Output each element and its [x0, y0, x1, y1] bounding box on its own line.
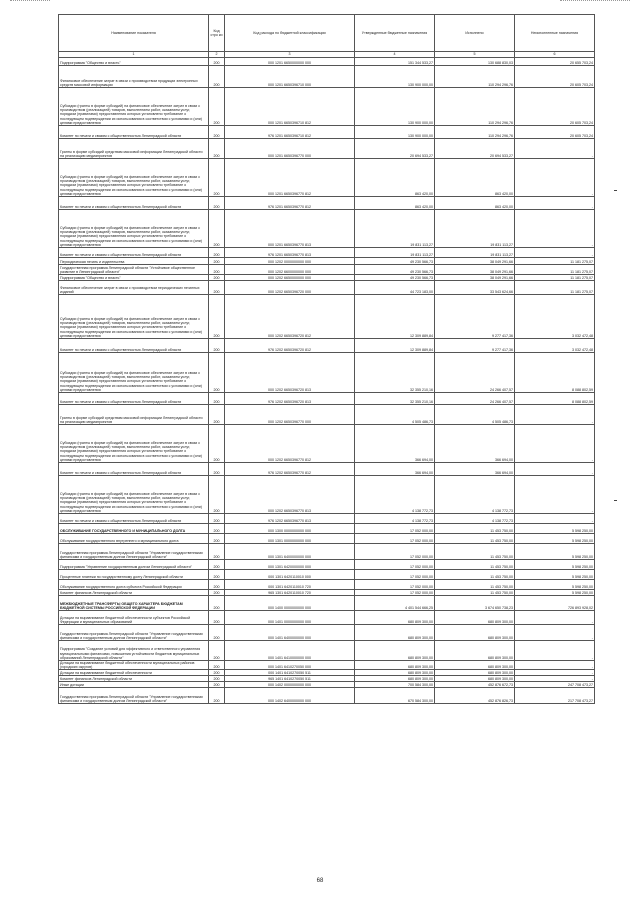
row-budget-code: 000 1301 0000000000 000 — [225, 534, 355, 544]
row-remaining: 5 598 250,00 — [515, 544, 595, 560]
row-remaining: 5 598 250,00 — [515, 524, 595, 534]
table-row — [59, 405, 595, 425]
row-name: Субсидии (гранты в форме субсидий) на финансовое обеспечение затрат в связи с производством (реализацией) товаров, выполнением работ, оказанием услуг, порядком (правилами) предоставления которых установлено требование о последующем подтверждении их использования в соответствии с условиями и (или) целями предоставления — [59, 295, 209, 339]
column-number: 5 — [435, 52, 515, 58]
row-line-code: 200 — [209, 197, 225, 210]
row-budget-code: 000 1202 6600000000 000 — [225, 265, 355, 275]
table-row — [59, 248, 595, 258]
row-line-code: 200 — [209, 641, 225, 661]
table-row — [59, 570, 595, 580]
row-line-code: 200 — [209, 405, 225, 425]
row-remaining: - — [515, 611, 595, 625]
row-remaining: - — [515, 248, 595, 258]
row-approved: 670 584 300,00 — [355, 688, 435, 704]
row-executed: 4 505 486,73 — [435, 405, 515, 425]
row-approved: 863 420,00 — [355, 159, 435, 197]
row-name: Комитет по печати и связям с общественностью Ленинградской области — [59, 339, 209, 353]
row-executed: 20 694 533,27 — [435, 139, 515, 159]
row-budget-code: 000 1202 6650000000 000 — [225, 275, 355, 281]
row-name: Субсидии (гранты в форме субсидий) на финансовое обеспечение затрат в связи с производством (реализацией) товаров, выполнением работ, оказанием услуг, порядком (правилами) предоставления которых установлено требование о последующем подтверждении их использования в соответствии с условиями и (или) целями предоставления — [59, 353, 209, 393]
row-budget-code: 976 1202 6650396770 812 — [225, 463, 355, 476]
row-budget-code: 000 1301 6400000000 000 — [225, 544, 355, 560]
row-budget-code: 976 1201 6650396710 812 — [225, 126, 355, 139]
row-executed: 19 831 113,27 — [435, 210, 515, 248]
row-approved: 130 900 000,00 — [355, 126, 435, 139]
header-remaining: Неисполненные назначения — [515, 15, 595, 52]
row-line-code: 200 — [209, 258, 225, 265]
row-line-code: 200 — [209, 339, 225, 353]
row-executed: 11 453 750,00 — [435, 590, 515, 596]
row-line-code: 200 — [209, 590, 225, 596]
row-budget-code: 000 1400 0000000000 000 — [225, 596, 355, 611]
row-approved: 17 052 000,00 — [355, 580, 435, 590]
row-approved: 680 809 300,00 — [355, 676, 435, 682]
row-remaining: - — [515, 676, 595, 682]
row-executed: 452 876 826,73 — [435, 688, 515, 704]
table-row — [59, 514, 595, 524]
row-name: Гранты в форме субсидий средствам массовой информации Ленинградской области на реализацию медиапроектов — [59, 139, 209, 159]
row-executed: 863 420,00 — [435, 197, 515, 210]
row-name: Комитет по печати и связям с общественностью Ленинградской области — [59, 197, 209, 210]
row-remaining: - — [515, 641, 595, 661]
row-approved: 700 584 300,00 — [355, 682, 435, 688]
row-remaining: 247 708 473,27 — [515, 682, 595, 688]
column-number: 1 — [59, 52, 209, 58]
table-row — [59, 580, 595, 590]
row-remaining: 11 181 275,07 — [515, 281, 595, 295]
row-name: Комитет по печати и связям с общественностью Ленинградской области — [59, 463, 209, 476]
row-remaining: 20 605 703,24 — [515, 126, 595, 139]
row-budget-code: 000 1401 6410000000 000 — [225, 641, 355, 661]
row-budget-code: 000 1202 6650396720 813 — [225, 353, 355, 393]
row-name: Дотации на выравнивание бюджетной обеспеченности муниципальных районов (городских округов) — [59, 661, 209, 670]
row-remaining: 3 032 472,48 — [515, 295, 595, 339]
row-budget-code: 000 1202 0000000000 000 — [225, 258, 355, 265]
row-name: Подпрограмма "Управление государственным долгом Ленинградской области" — [59, 560, 209, 570]
row-remaining: - — [515, 625, 595, 641]
row-budget-code: 000 1301 6420110010 000 — [225, 570, 355, 580]
header-indicator-name: Наименование показателя — [59, 15, 209, 52]
row-line-code: 200 — [209, 560, 225, 570]
row-line-code: 200 — [209, 66, 225, 88]
row-remaining: 20 655 703,24 — [515, 58, 595, 66]
row-executed: 11 453 750,00 — [435, 524, 515, 534]
row-line-code: 200 — [209, 393, 225, 405]
row-line-code: 200 — [209, 625, 225, 641]
row-executed: 680 809 300,00 — [435, 661, 515, 670]
row-line-code: 200 — [209, 275, 225, 281]
row-budget-code: 976 1202 6650396720 812 — [225, 339, 355, 353]
row-line-code: 200 — [209, 570, 225, 580]
row-name: Дотации на выравнивание бюджетной обеспеченности — [59, 670, 209, 676]
row-budget-code: 000 1202 6650396720 812 — [225, 295, 355, 339]
row-name: Государственная программа Ленинградской области "Устойчивое общественное развитие в Ленинградской области" — [59, 265, 209, 275]
row-line-code: 200 — [209, 425, 225, 463]
row-approved: 32 355 210,16 — [355, 353, 435, 393]
row-approved: 366 694,00 — [355, 425, 435, 463]
row-remaining: 8 088 802,59 — [515, 393, 595, 405]
row-name: Государственная программа Ленинградской области "Управление государственными финансами и государственным долгом Ленинградской области" — [59, 625, 209, 641]
table-row — [59, 425, 595, 463]
table-row — [59, 524, 595, 534]
row-remaining: 5 598 250,00 — [515, 560, 595, 570]
row-budget-code: 000 1201 6650396770 812 — [225, 159, 355, 197]
row-budget-code: 000 1202 6650396770 000 — [225, 405, 355, 425]
row-line-code: 200 — [209, 514, 225, 524]
row-remaining: 8 088 802,59 — [515, 353, 595, 393]
row-executed: 680 809 300,00 — [435, 625, 515, 641]
table-row — [59, 66, 595, 88]
table-row — [59, 476, 595, 514]
row-executed: 110 294 296,76 — [435, 66, 515, 88]
row-executed: 11 453 750,00 — [435, 580, 515, 590]
row-approved: 32 355 210,16 — [355, 393, 435, 405]
row-name: Комитет по печати и связям с общественностью Ленинградской области — [59, 393, 209, 405]
row-remaining: 5 598 250,00 — [515, 590, 595, 596]
row-approved: 130 900 000,00 — [355, 88, 435, 126]
row-executed: 38 049 291,66 — [435, 258, 515, 265]
row-line-code: 200 — [209, 463, 225, 476]
row-name: Субсидии (гранты в форме субсидий) на финансовое обеспечение затрат в связи с производством (реализацией) товаров, выполнением работ, оказанием услуг, порядком (правилами) предоставления которых установлено требование о последующем подтверждении их использования в соответствии с условиями и (или) целями предоставления — [59, 425, 209, 463]
table-row — [59, 534, 595, 544]
row-name: Финансовое обеспечение затрат в связи с производством периодических печатных изданий — [59, 281, 209, 295]
row-approved: 17 052 000,00 — [355, 524, 435, 534]
table-row — [59, 688, 595, 704]
row-name: Субсидии (гранты в форме субсидий) на финансовое обеспечение затрат в связи с производством (реализацией) товаров, выполнением работ, оказанием услуг, порядком (правилами) предоставления которых установлено требование о последующем подтверждении их использования в соответствии с условиями и (или) целями предоставления — [59, 159, 209, 197]
row-name: Иные дотации — [59, 682, 209, 688]
row-line-code: 200 — [209, 210, 225, 248]
row-executed: 9 277 417,36 — [435, 339, 515, 353]
row-line-code: 200 — [209, 126, 225, 139]
header-line-code: Код стро ки — [209, 15, 225, 52]
row-line-code: 200 — [209, 534, 225, 544]
row-approved: 863 420,00 — [355, 197, 435, 210]
row-budget-code: 000 1201 6650396710 000 — [225, 66, 355, 88]
row-approved: 17 052 000,00 — [355, 544, 435, 560]
row-executed: 110 294 296,76 — [435, 126, 515, 139]
scan-artifact-mark — [614, 190, 617, 191]
table-body — [59, 58, 595, 704]
scan-artifact-line — [560, 0, 630, 2]
row-remaining: - — [515, 139, 595, 159]
row-name: Комитет по печати и связям с общественностью Ленинградской области — [59, 248, 209, 258]
row-budget-code: 000 1401 6400000000 000 — [225, 625, 355, 641]
row-line-code: 200 — [209, 544, 225, 560]
row-executed: 38 049 291,66 — [435, 275, 515, 281]
scan-artifact-mark — [614, 500, 617, 501]
row-name: Подпрограмма "Общество и власть" — [59, 275, 209, 281]
row-remaining: - — [515, 463, 595, 476]
row-executed: 24 266 407,57 — [435, 353, 515, 393]
header-approved: Утвержденные бюджетные назначения — [355, 15, 435, 52]
row-approved: 4 138 772,73 — [355, 476, 435, 514]
row-line-code: 200 — [209, 596, 225, 611]
row-approved: 680 809 300,00 — [355, 641, 435, 661]
row-executed: 24 266 407,57 — [435, 393, 515, 405]
row-budget-code: 000 1202 6650396770 813 — [225, 476, 355, 514]
row-remaining: - — [515, 197, 595, 210]
row-executed: 452 876 672,73 — [435, 682, 515, 688]
row-name: Государственная программа Ленинградской области "Управление государственными финансами и государственным долгом Ленинградской области" — [59, 544, 209, 560]
row-budget-code: 000 1301 6420110010 720 — [225, 580, 355, 590]
row-approved: 130 900 000,00 — [355, 66, 435, 88]
row-approved: 17 052 000,00 — [355, 590, 435, 596]
row-remaining: - — [515, 405, 595, 425]
table-row — [59, 625, 595, 641]
row-approved: 44 723 183,00 — [355, 281, 435, 295]
row-approved: 366 694,00 — [355, 463, 435, 476]
row-name: Финансовое обеспечение затрат в связи с производством продукции электронных средств массовой информации — [59, 66, 209, 88]
table-row — [59, 197, 595, 210]
column-number: 3 — [225, 52, 355, 58]
column-number: 6 — [515, 52, 595, 58]
row-budget-code: 000 1301 6420000000 000 — [225, 560, 355, 570]
scan-artifact-line — [10, 0, 50, 2]
row-budget-code: 000 1402 0000000000 000 — [225, 682, 355, 688]
table-row — [59, 353, 595, 393]
row-line-code: 200 — [209, 265, 225, 275]
row-remaining: - — [515, 514, 595, 524]
row-name: Периодическая печать и издательства — [59, 258, 209, 265]
row-line-code: 200 — [209, 676, 225, 682]
row-approved: 20 694 533,27 — [355, 139, 435, 159]
table-row — [59, 159, 595, 197]
row-approved: 12 309 889,84 — [355, 295, 435, 339]
page-number: 68 — [316, 878, 324, 884]
row-approved: 49 230 566,73 — [355, 258, 435, 265]
row-executed: 19 831 113,27 — [435, 248, 515, 258]
row-line-code: 200 — [209, 682, 225, 688]
row-executed: 11 453 750,00 — [435, 560, 515, 570]
row-remaining: 20 605 703,24 — [515, 88, 595, 126]
row-executed: 3 674 650 738,23 — [435, 596, 515, 611]
row-executed: 11 453 750,00 — [435, 534, 515, 544]
table-row — [59, 88, 595, 126]
row-line-code: 200 — [209, 58, 225, 66]
row-budget-code: 976 1202 6650396770 813 — [225, 514, 355, 524]
row-approved: 680 809 300,00 — [355, 625, 435, 641]
row-remaining: - — [515, 670, 595, 676]
row-budget-code: 976 1201 6650396770 812 — [225, 197, 355, 210]
row-budget-code: 000 1401 0000000000 000 — [225, 611, 355, 625]
row-name: Обслуживание государственного долга субъекта Российской Федерации — [59, 580, 209, 590]
report-sheet — [58, 14, 594, 704]
table-row — [59, 295, 595, 339]
row-executed: 11 453 750,00 — [435, 570, 515, 580]
budget-execution-table — [58, 14, 595, 704]
row-line-code: 200 — [209, 524, 225, 534]
row-remaining: 3 032 472,48 — [515, 339, 595, 353]
row-remaining: 5 598 250,00 — [515, 570, 595, 580]
row-remaining: 20 605 703,24 — [515, 66, 595, 88]
row-budget-code: 000 1401 6410270050 511 — [225, 670, 355, 676]
table-row — [59, 210, 595, 248]
row-name: Субсидии (гранты в форме субсидий) на финансовое обеспечение затрат в связи с производством (реализацией) товаров, выполнением работ, оказанием услуг, порядком (правилами) предоставления которых установлено требование о последующем подтверждении их использования в соответствии с условиями и (или) целями предоставления — [59, 476, 209, 514]
table-row — [59, 641, 595, 661]
row-name: Комитет по печати и связям с общественностью Ленинградской области — [59, 514, 209, 524]
row-executed: 4 138 772,73 — [435, 514, 515, 524]
row-approved: 17 052 000,00 — [355, 534, 435, 544]
row-name: Комитет по печати и связям с общественностью Ленинградской области — [59, 126, 209, 139]
row-line-code: 200 — [209, 688, 225, 704]
row-budget-code: 000 1402 6400000000 000 — [225, 688, 355, 704]
row-executed: 110 294 296,76 — [435, 88, 515, 126]
row-approved: 17 052 000,00 — [355, 570, 435, 580]
row-line-code: 200 — [209, 611, 225, 625]
row-budget-code: 000 1202 6650396720 000 — [225, 281, 355, 295]
table-row — [59, 393, 595, 405]
table-row — [59, 258, 595, 265]
row-executed: 11 453 750,00 — [435, 544, 515, 560]
row-approved: 4 505 486,73 — [355, 405, 435, 425]
table-row — [59, 139, 595, 159]
row-executed: 33 543 624,66 — [435, 281, 515, 295]
row-name: ОБСЛУЖИВАНИЕ ГОСУДАРСТВЕННОГО И МУНИЦИПАЛЬНОГО ДОЛГА — [59, 524, 209, 534]
row-approved: 12 309 889,84 — [355, 339, 435, 353]
row-line-code: 200 — [209, 476, 225, 514]
row-executed: 366 694,00 — [435, 425, 515, 463]
row-approved: 49 230 566,73 — [355, 275, 435, 281]
row-approved: 19 831 113,27 — [355, 248, 435, 258]
row-name: Государственная программа Ленинградской области "Управление государственными финансами и государственным долгом Ленинградской области" — [59, 688, 209, 704]
row-name: Субсидии (гранты в форме субсидий) на финансовое обеспечение затрат в связи с производством (реализацией) товаров, выполнением работ, оказанием услуг, порядком (правилами) предоставления которых установлено требование о последующем подтверждении их использования в соответствии с условиями и (или) целями предоставления — [59, 88, 209, 126]
row-budget-code: 000 1300 0000000000 000 — [225, 524, 355, 534]
row-executed: 680 809 300,00 — [435, 676, 515, 682]
row-name: Процентные платежи по государственному долгу Ленинградской области — [59, 570, 209, 580]
table-row — [59, 544, 595, 560]
row-budget-code: 965 1301 6420110010 720 — [225, 590, 355, 596]
table-row — [59, 265, 595, 275]
table-row — [59, 339, 595, 353]
row-budget-code: 965 1401 6410270050 511 — [225, 676, 355, 682]
row-remaining: 11 181 275,07 — [515, 275, 595, 281]
row-budget-code: 976 1202 6650396720 813 — [225, 393, 355, 405]
row-remaining: 11 181 275,07 — [515, 258, 595, 265]
row-executed: 680 809 300,00 — [435, 611, 515, 625]
row-line-code: 200 — [209, 88, 225, 126]
row-name: Гранты в форме субсидий средствам массовой информации Ленинградской области на реализацию медиапроектов — [59, 405, 209, 425]
table-header-row — [59, 15, 595, 52]
table-row — [59, 463, 595, 476]
column-number: 4 — [355, 52, 435, 58]
row-budget-code: 000 1202 6650396770 812 — [225, 425, 355, 463]
row-approved: 4 138 772,73 — [355, 514, 435, 524]
table-row — [59, 560, 595, 570]
row-remaining: 11 181 275,07 — [515, 265, 595, 275]
row-budget-code: 000 1401 6410270050 000 — [225, 661, 355, 670]
row-remaining: - — [515, 159, 595, 197]
row-line-code: 200 — [209, 281, 225, 295]
row-name: Обслуживание государственного внутреннего и муниципального долга — [59, 534, 209, 544]
row-name: Подпрограмма "Общество и власть" — [59, 58, 209, 66]
row-approved: 151 344 533,27 — [355, 58, 435, 66]
row-approved: 680 809 300,00 — [355, 661, 435, 670]
table-row — [59, 126, 595, 139]
row-budget-code: 000 1201 6650396770 000 — [225, 139, 355, 159]
table-row — [59, 596, 595, 611]
header-budget-classification-code: Код расхода по бюджетной классификации — [225, 15, 355, 52]
table-row — [59, 281, 595, 295]
table-row — [59, 58, 595, 66]
row-budget-code: 000 1201 6650000000 000 — [225, 58, 355, 66]
row-remaining: 5 598 250,00 — [515, 580, 595, 590]
row-approved: 17 052 000,00 — [355, 560, 435, 570]
table-row — [59, 611, 595, 625]
row-executed: 680 809 300,00 — [435, 641, 515, 661]
row-approved: 49 230 566,73 — [355, 265, 435, 275]
row-remaining: 726 893 928,02 — [515, 596, 595, 611]
row-executed: 863 420,00 — [435, 159, 515, 197]
row-line-code: 200 — [209, 670, 225, 676]
row-line-code: 200 — [209, 248, 225, 258]
row-approved: 4 401 544 666,25 — [355, 596, 435, 611]
row-line-code: 200 — [209, 580, 225, 590]
row-executed: 9 277 417,36 — [435, 295, 515, 339]
row-executed: 366 694,00 — [435, 463, 515, 476]
row-name: Подпрограмма "Создание условий для эффективного и ответственного управления муниципальными финансами, повышения устойчивости бюджетов муниципальных образований Ленинградской области" — [59, 641, 209, 661]
row-remaining: 217 708 473,27 — [515, 688, 595, 704]
row-name: Комитет финансов Ленинградской области — [59, 590, 209, 596]
row-name: МЕЖБЮДЖЕТНЫЕ ТРАНСФЕРТЫ ОБЩЕГО ХАРАКТЕРА БЮДЖЕТАМ БЮДЖЕТНОЙ СИСТЕМЫ РОССИЙСКОЙ ФЕДЕРАЦИИ — [59, 596, 209, 611]
row-budget-code: 000 1201 6650396770 813 — [225, 210, 355, 248]
row-line-code: 200 — [209, 353, 225, 393]
row-executed: 4 138 772,73 — [435, 476, 515, 514]
row-executed: 130 688 830,03 — [435, 58, 515, 66]
row-approved: 19 831 113,27 — [355, 210, 435, 248]
row-remaining: - — [515, 425, 595, 463]
row-line-code: 200 — [209, 159, 225, 197]
row-name: Комитет финансов Ленинградской области — [59, 676, 209, 682]
row-remaining: - — [515, 210, 595, 248]
row-remaining: - — [515, 476, 595, 514]
column-number: 2 — [209, 52, 225, 58]
row-name: Дотации на выравнивание бюджетной обеспеченности субъектов Российской Федерации и муниципальных образований — [59, 611, 209, 625]
row-executed: 38 049 291,66 — [435, 265, 515, 275]
row-remaining: - — [515, 661, 595, 670]
row-line-code: 200 — [209, 661, 225, 670]
row-budget-code: 976 1201 6650396770 813 — [225, 248, 355, 258]
row-name: Субсидии (гранты в форме субсидий) на финансовое обеспечение затрат в связи с производством (реализацией) товаров, выполнением работ, оказанием услуг, порядком (правилами) предоставления которых установлено требование о последующем подтверждении их использования в соответствии с условиями и (или) целями предоставления — [59, 210, 209, 248]
row-remaining: 5 598 250,00 — [515, 534, 595, 544]
table-row — [59, 661, 595, 670]
row-approved: 680 809 300,00 — [355, 611, 435, 625]
row-approved: 680 809 300,00 — [355, 670, 435, 676]
row-executed: 680 809 300,00 — [435, 670, 515, 676]
header-executed: Исполнено — [435, 15, 515, 52]
row-line-code: 200 — [209, 139, 225, 159]
row-budget-code: 000 1201 6650396710 812 — [225, 88, 355, 126]
row-line-code: 200 — [209, 295, 225, 339]
